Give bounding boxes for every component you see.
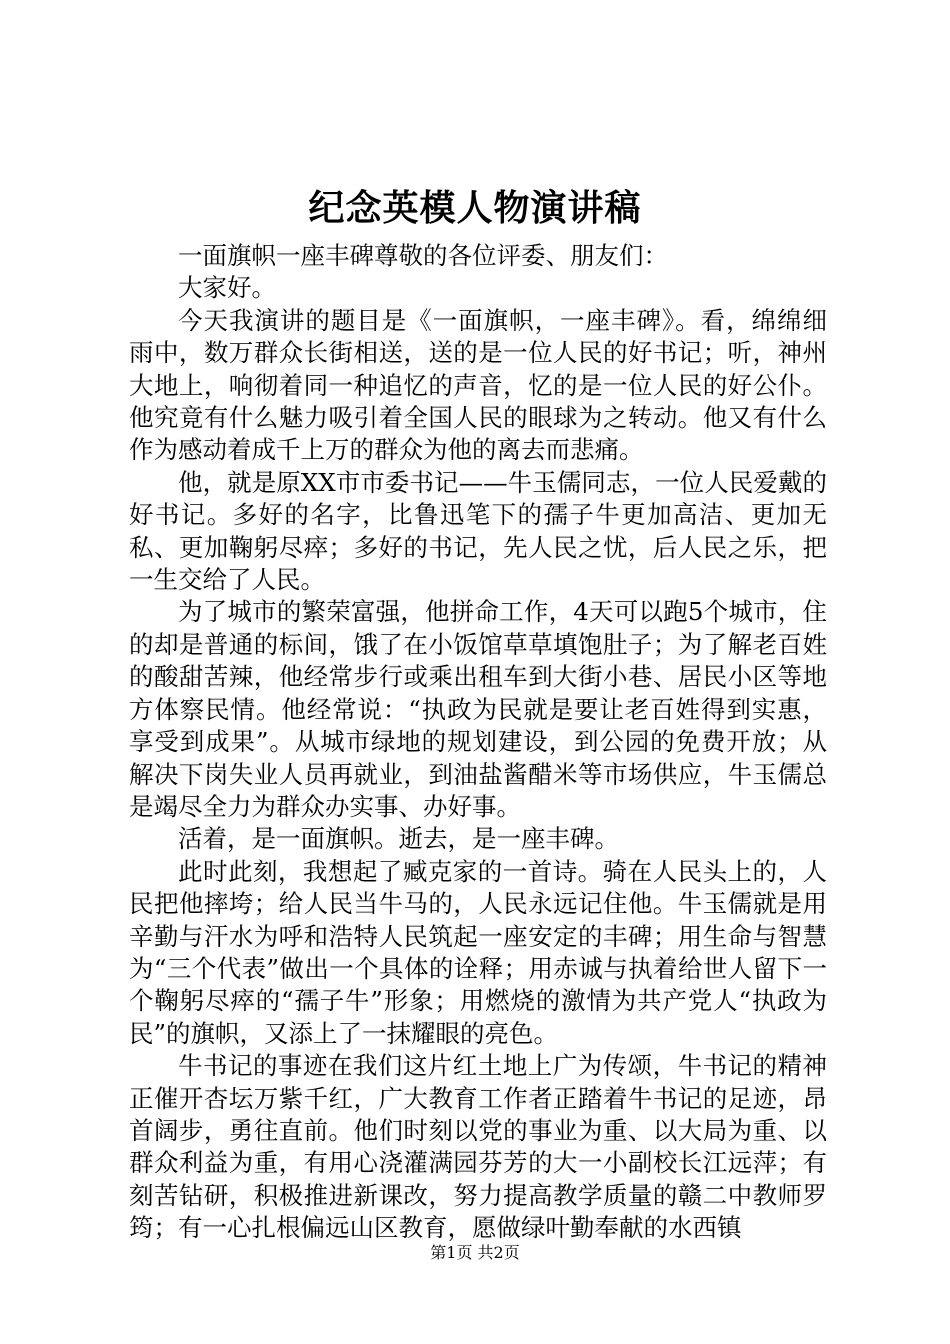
paragraph: 大家好。 bbox=[178, 273, 276, 303]
paragraph: 他，就是原XX市市委书记——牛玉儒同志，一位人民爱戴的好书记。多好的名字，比鲁迅笔下的孺子牛更加高洁、更加无私、更加鞠躬尽瘁；多好的书记，先人民之忧，后人民之乐，把一生交给了人民。 bbox=[129, 467, 827, 595]
paragraph: 今天我演讲的题目是《一面旗帜，一座丰碑》。看，绵绵细雨中，数万群众长街相送，送的是一位人民的好书记；听，神州大地上，响彻着同一种追忆的声音，忆的是一位人民的好公仆。他究竟有什么魅力吸引着全国人民的眼球为之转动。他又有什么作为感动着成千上万的群众为他的离去而悲痛。 bbox=[129, 305, 827, 465]
paragraph: 一面旗帜一座丰碑尊敬的各位评委、朋友们： bbox=[178, 241, 668, 270]
document-title: 纪念英模人物演讲稿 bbox=[308, 187, 642, 229]
page-footer: 第1页 共2页 bbox=[430, 1243, 520, 1262]
paragraph: 为了城市的繁荣富强，他拼命工作，4天可以跑5个城市，住的却是普通的标间，饿了在小饭馆草草填饱肚子；为了解老百姓的酸甜苦辣，他经常步行或乘出租车到大街小巷、居民小区等地方体察民情。他经常说：“执政为民就是要让老百姓得到实惠，享受到成果”。从城市绿地的规划建设，到公园的免费开放；从解决下岗失业人员再就业，到油盐酱醋米等市场供应，牛玉儒总是竭尽全力为群众办实事、办好事。 bbox=[129, 597, 827, 821]
paragraph: 活着，是一面旗帜。逝去，是一座丰碑。 bbox=[178, 824, 619, 854]
paragraph: 此时此刻，我想起了臧克家的一首诗。骑在人民头上的，人民把他摔垮；给人民当牛马的，人民永远记住他。牛玉儒就是用辛勤与汗水为呼和浩特人民筑起一座安定的丰碑；用生命与智慧为“三个代表”做出一个具体的诠释；用赤诚与执着给世人留下一个鞠躬尽瘁的“孺子牛”形象；用燃烧的激情为共产党人“执政为民”的旗帜，又添上了一抹耀眼的亮色。 bbox=[129, 856, 827, 1048]
document-body bbox=[129, 240, 827, 1245]
paragraph: 牛书记的事迹在我们这片红土地上广为传颂，牛书记的精神正催开杏坛万紫千红，广大教育工作者正踏着牛书记的足迹，昂首阔步，勇往直前。他们时刻以党的事业为重、以大局为重、以群众利益为重，有用心浇灌满园芬芳的大一小副校长江远萍；有刻苦钻研，积极推进新课改，努力提高教学质量的赣二中教师罗筠；有一心扎根偏远山区教育，愿做绿叶勤奉献的水西镇 bbox=[129, 1051, 827, 1243]
